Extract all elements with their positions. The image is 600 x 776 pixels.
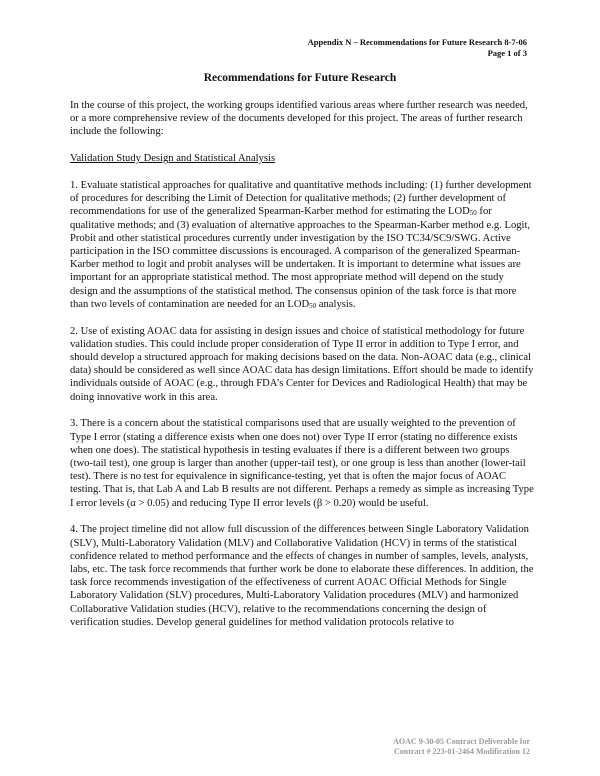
paragraph-1: 1. Evaluate statistical approaches for qualitative and quantitative methods including: (1) further development of procedures for describing the Limit of Detection for qualitative methods; (2) further development of recommendations for use of the generalized Spearman-Karber method for estimating the $LOD_{50}$ for qualitative methods; and (3) evaluation of alternative approaches to the Spearman-Karber method e.g. Logit, Probit and other statistical procedures currently under investigation by the ISO TC34/SC9/SWG. Active participation in the ISO committee discussions is encouraged. A comparison of the generalized Spearman-Karber method to logit and probit analyses will be undertaken. It is important to determine what issues are important for an appropriate statistical method. The most appropriate method will depend on the study design and the assumptions of the statistical method. The consensus opinion of the task force is that more than two levels of contamination are needed for an $LOD_{50}$ analysis. [70, 180, 532, 310]
intro-paragraph: In the course of this project, the working groups identified various areas where further research was needed, or a more comprehensive review of the documents developed for this project. The areas of further research include the following: [70, 100, 528, 138]
footer-line-2: Contract # 223-01-2464 Modification 12 [394, 747, 530, 756]
paragraph-4: 4. The project timeline did not allow full discussion of the differences between Single Laboratory Validation (SLV), Multi-Laboratory Validation (MLV) and Collaborative Validation (HCV) in terms of the statistical confidence related to method performance and the effects of changes in number of samples, levels, analysts, labs, etc. The task force recommends that further work be done to elaborate these differences. In addition, the task force recommends investigation of the effectiveness of current AOAC Official Methods for Single Laboratory Validation (SLV) procedures, Multi-Laboratory Validation procedures (MLV) and harmonized Collaborative Validation studies (HCV), relative to the recommendations concerning the design of verification studies. Develop general guidelines for method validation protocols relative to [70, 524, 534, 628]
section-heading: Validation Study Design and Statistical Analysis [70, 153, 276, 165]
alpha-expression: α > 0.05 [130, 497, 166, 509]
document-body [70, 99, 534, 643]
header-page-number: Page 1 of 3 [487, 48, 527, 58]
page-title: Recommendations for Future Research [203, 72, 397, 84]
paragraph-3: 3. There is a concern about the statistical comparisons used that are usually weighted to the prevention of Type I error (stating a difference exists when one does not) over Type II error (stating no difference exists when one does). The statistical hypothesis in testing evaluates if there is a different between two groups (two-tail test), one group is larger than another (upper-tail test), or one group is less than another (lower-tail test). There is no test for equivalence in significance-testing, yet that is often the major focus of AOAC testing. That is, that Lab A and Lab B results are not different. Perhaps a remedy as simple as increasing Type I error levels (α > 0.05) and reducing Type II error levels (β > 0.20) would be useful. [70, 418, 534, 509]
page-header [308, 37, 527, 59]
beta-expression: β > 0.20 [316, 497, 353, 509]
footer-line-1: AOAC 9-30-05 Contract Deliverable for [393, 737, 530, 746]
paragraph-2: 2. Use of existing AOAC data for assisting in design issues and choice of statistical methodology for future validation studies. This could include proper consideration of Type II error in addition to Type I error, and should develop a structured approach for making decisions based on the data. Non-AOAC data (e.g., clinical data) should be considered as well since AOAC data has design limitations. Effort should be made to identify individuals outside of AOAC (e.g., through FDA’s Center for Devices and Radiological Health) that may be doing innovative work in this area. [70, 325, 534, 403]
header-document-title: Appendix N – Recommendations for Future Research 8-7-06 [307, 37, 527, 47]
page-footer [393, 737, 530, 757]
